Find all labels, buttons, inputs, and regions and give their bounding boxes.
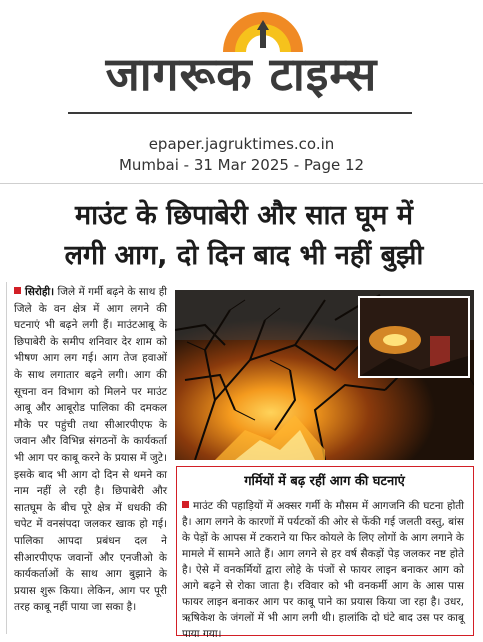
- masthead: [0, 0, 483, 130]
- sidebar-box-text: माउंट की पहाड़ियों में अक्सर गर्मी के मौसम में आगजनि की घटना होती है। आग लगने के कारणों में पर्यटकों की ओर से फेंकी गई जलती वस्तु, बांस के पेड़ों के आपस में टकराने या फिर कोयले के लिए लोगों के आग लगाने के मामले में सामने आते हैं। आग लगने से हर वर्ष सैकड़ों पेड़ जलकर नष्ट होते है। ऐसे में वनकर्मियों द्वारा लोहे के पंजों से फायर लाइन बनाकर आग को आगे बढ़ने से रोका जाता है। रविवार को भी वनकर्मी आग के आस पास फायर लाइन बनाकर आग पर काबू पाने का प्रयास किया जा रहा है। उधर, ऋषिकेश के जंगलों में भी आग लगी थी। हालांकि दो घंटे बाद उस पर काबू पाया गया।: [182, 500, 464, 640]
- bullet-square-icon: [14, 287, 21, 294]
- sidebar-box-title: गर्मियों में बढ़ रहीं आग की घटनाएं: [244, 474, 405, 489]
- inset-fire-image: [360, 298, 468, 376]
- article-dateline: सिरोही।: [25, 286, 55, 298]
- article-text: जिले में गर्मी बढ़ने के साथ ही जिले के वन क्षेत्र में आग लगने की घटनाएं भी बढ़ने लगी हैं। माउंटआबू के छिपाबेरी के समीप शनिवार देर शाम को भीषण आग लग गई। आग तेज हवाओं के साथ लगातार बढ़ने लगी। आग की सूचना वन विभाग को मिलने पर माउंट आबू और आबूरोड पालिका की दमकल मौके पर पहुंची तथा सीआरपीएफ के जवान और विभिन्न संगठनों के कार्यकर्ता भी आग पर काबू करने के प्रयास में जुटे। इसके बाद भी आग दो दिन से थमने का नाम नहीं ले रही है। छिपाबेरी और सातघूम के बीच पूरे क्षेत्र में धधकी की चपेट में वनसंपदा जलकर खाक हो गई। पालिका आपदा प्रबंधन दल ने सीआरपीएफ जवानों और एनजीओ के कार्यकर्ताओं के साथ आग बुझाने के प्रयास शुरू किया। लेकिन, आग पर पूरी तरह काबू नहीं पाया जा सका है।: [14, 286, 168, 614]
- headline-line-1: माउंट के छिपाबेरी और सात घूम में: [75, 200, 413, 231]
- article-body: [14, 284, 167, 616]
- sidebar-box: [176, 466, 474, 640]
- edition-date-page: Mumbai - 31 Mar 2025 - Page 12: [118, 156, 365, 174]
- sidebar-box-body: [182, 498, 464, 642]
- bullet-square-icon: [182, 501, 189, 508]
- inset-photo: [358, 296, 470, 378]
- clipping-top-rule: [0, 183, 483, 184]
- masthead-underline: [68, 112, 412, 114]
- column-rule: [6, 282, 7, 634]
- article-headline: [14, 196, 474, 276]
- headline-line-2: लगी आग, दो दिन बाद भी नहीं बुझी: [64, 240, 424, 271]
- masthead-title: जागरूक टाइम्स: [105, 47, 378, 101]
- edition-info: [0, 134, 483, 176]
- epaper-url: epaper.jagruktimes.co.in: [148, 135, 335, 153]
